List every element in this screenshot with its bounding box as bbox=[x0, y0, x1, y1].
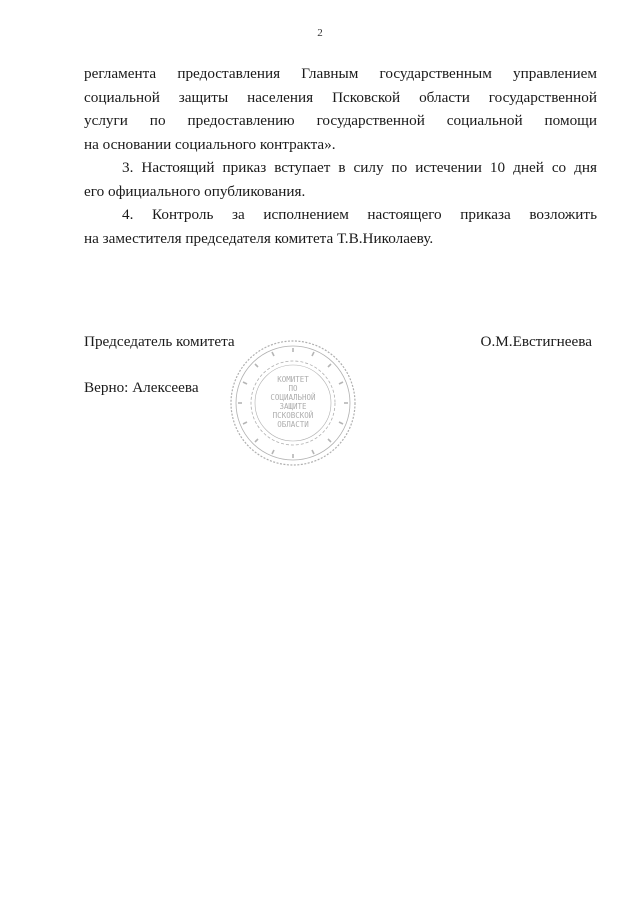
text-line: на заместителя председателя комитета Т.В.Николаеву. bbox=[84, 229, 434, 247]
stamp-line: СОЦИАЛЬНОЙ bbox=[270, 393, 316, 402]
stamp-line: КОМИТЕТ bbox=[277, 375, 309, 384]
text-line: 3. Настоящий приказ вступает в силу по истечении 10 дней со дня bbox=[122, 159, 597, 176]
text-line: 4. Контроль за исполнением настоящего приказа возложить bbox=[122, 206, 597, 223]
text-line: его официального опубликования. bbox=[84, 182, 306, 200]
certified-copy-note: Верно: Алексеева bbox=[84, 379, 199, 396]
page-number: 2 bbox=[317, 27, 323, 39]
stamp-line: ЗАЩИТЕ bbox=[279, 402, 307, 411]
official-seal-stamp bbox=[228, 338, 358, 468]
signatory-name: О.М.Евстигнеева bbox=[480, 333, 592, 350]
paragraph-1 bbox=[84, 62, 597, 156]
text-line: на основании социального контракта». bbox=[84, 135, 336, 153]
signatory-position: Председатель комитета bbox=[84, 333, 235, 350]
paragraph-2 bbox=[84, 156, 597, 203]
document-body bbox=[84, 62, 597, 250]
text-line: услуги по предоставлению государственной социальной помощи bbox=[84, 112, 597, 129]
text-line: социальной защиты населения Псковской области государственной bbox=[84, 88, 597, 106]
stamp-line: ПО bbox=[288, 384, 298, 393]
stamp-line: ОБЛАСТИ bbox=[277, 420, 309, 429]
stamp-line: ПСКОВСКОЙ bbox=[272, 411, 314, 420]
paragraph-3 bbox=[84, 203, 597, 250]
text-line: регламента предоставления Главным государственным управлением bbox=[84, 65, 597, 82]
